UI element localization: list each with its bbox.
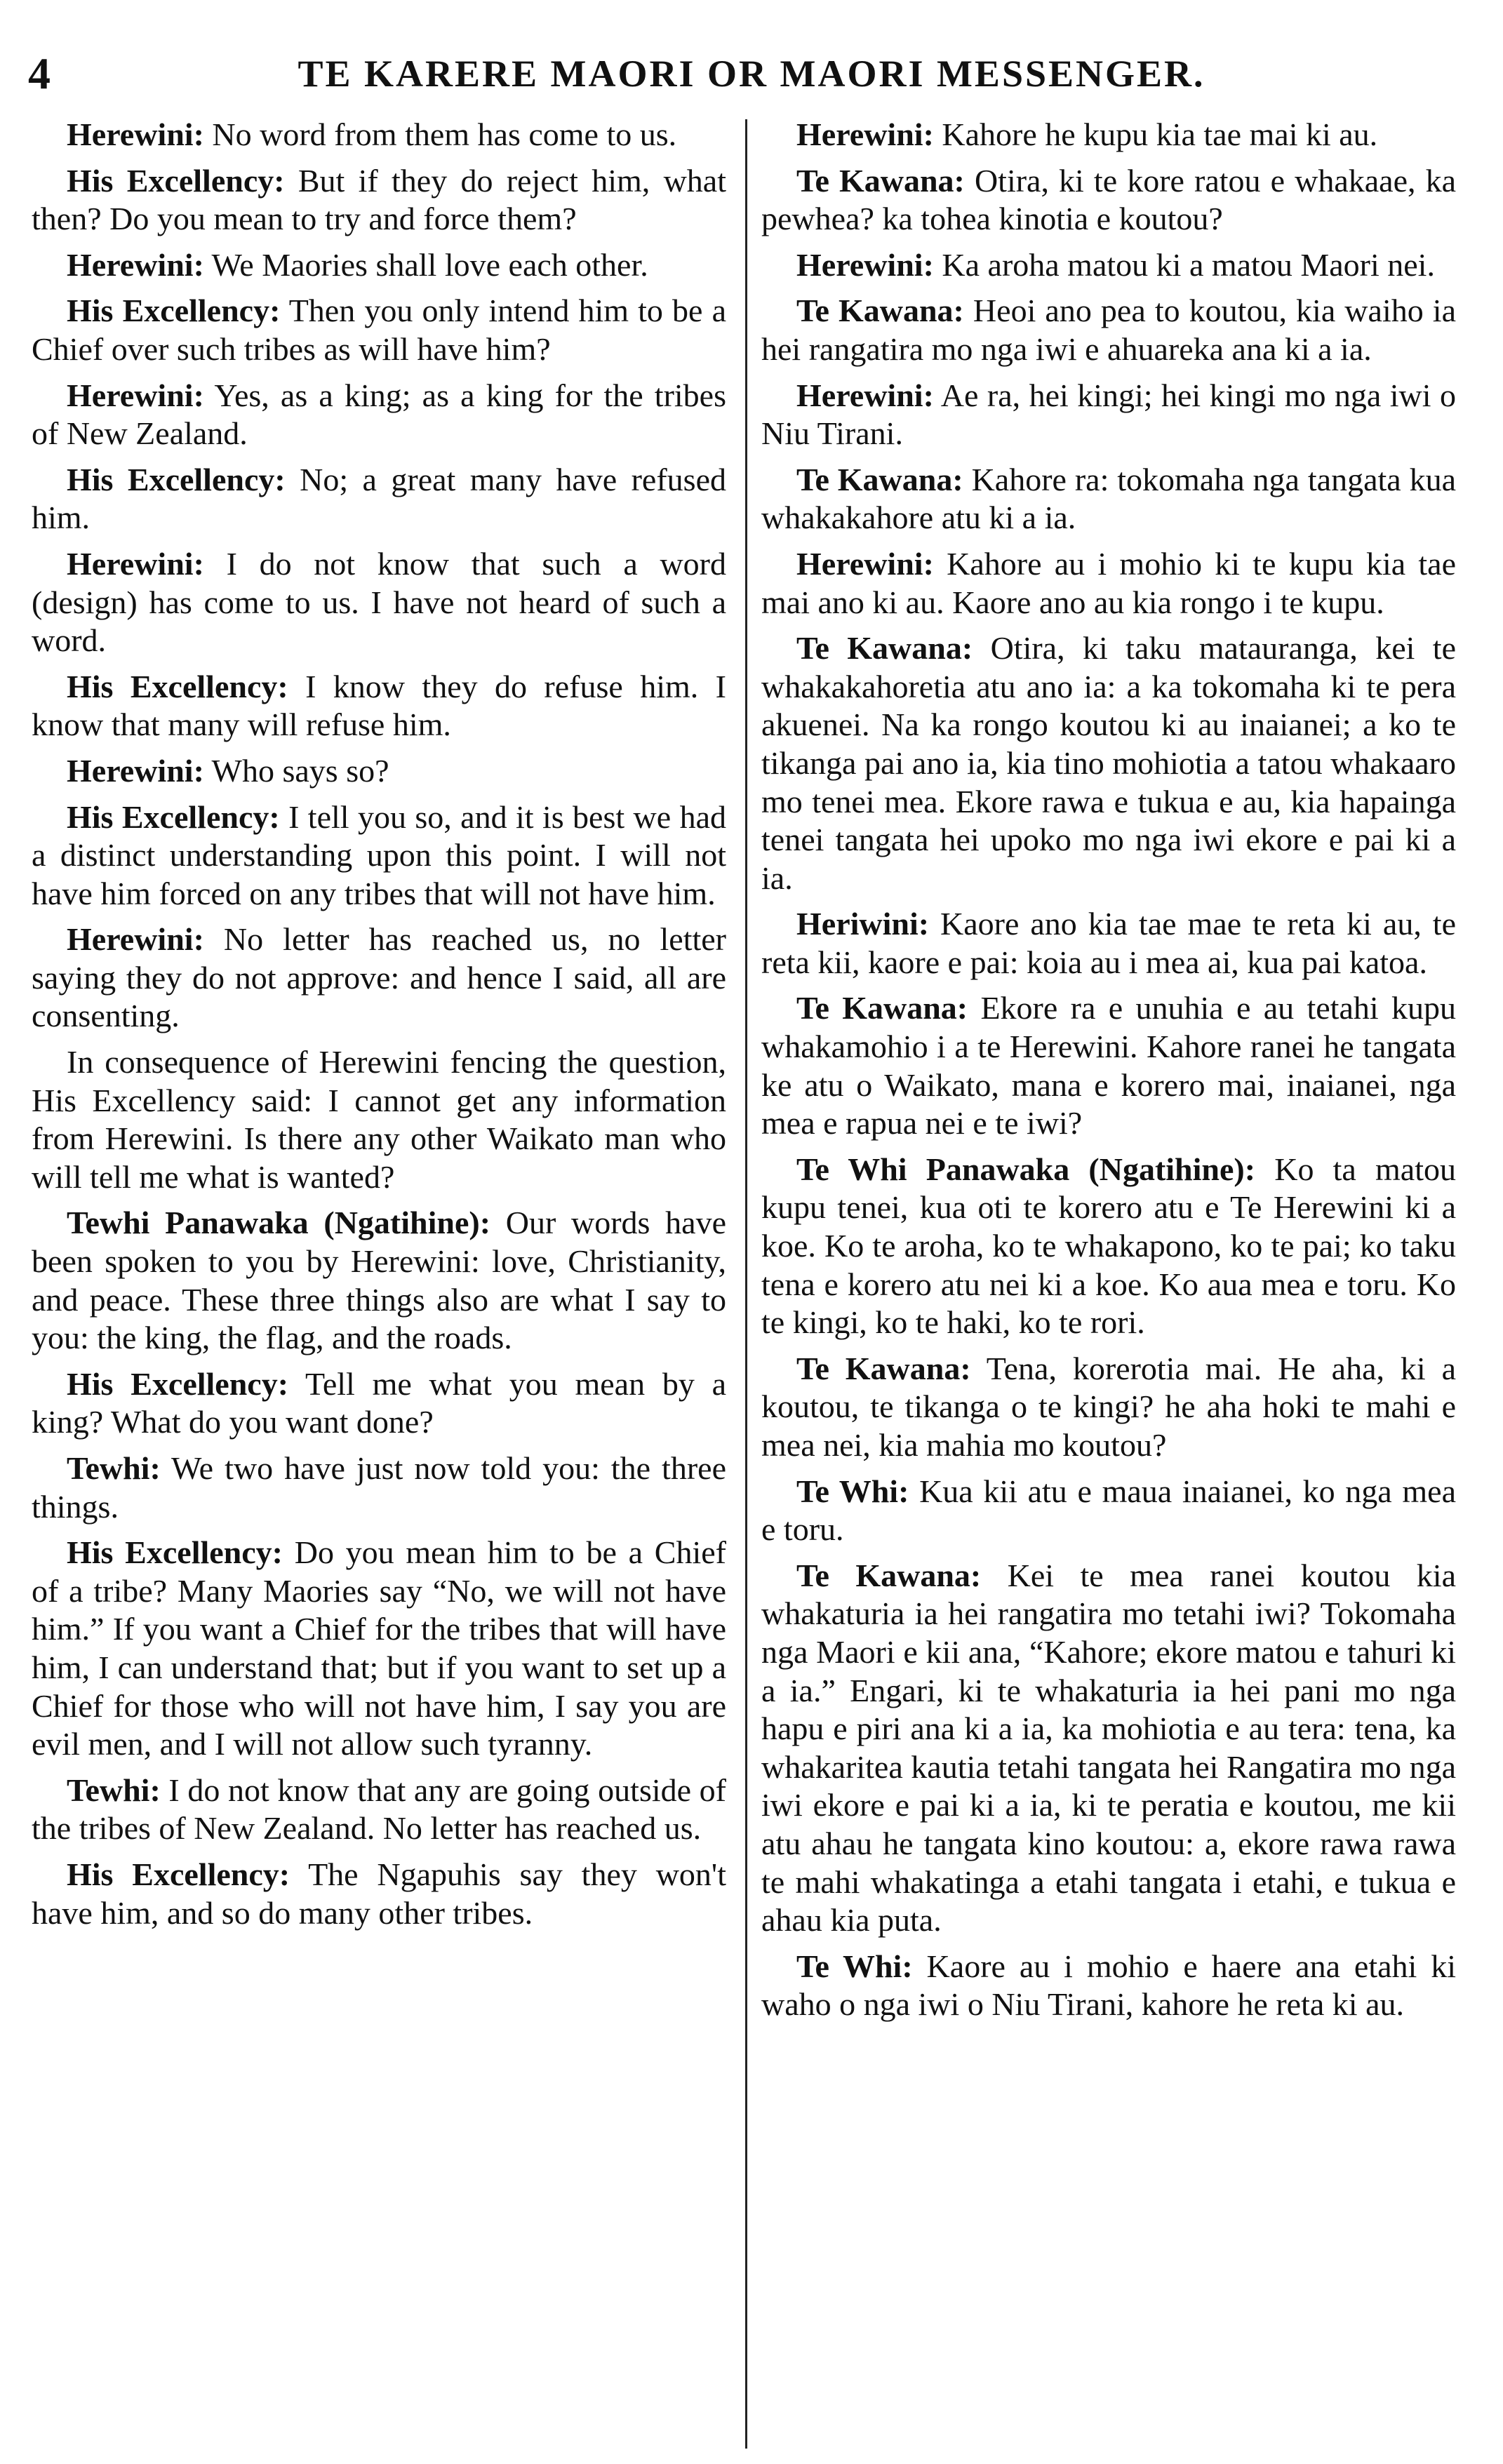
dialogue-text: Ko ta matou kupu tenei, kua oti te korero atu e Te Herewini ki a koe. Ko te aroha, ko te whakapono, ko te pai; ko taku tena e korero atu nei ki a koe. Ko aua mea e toru. Ko te kingi, ko te haki, ko te rori. (761, 1151, 1456, 1341)
dialogue-text: Ka aroha matou ki a matou Maori nei. (933, 246, 1435, 283)
dialogue-paragraph (761, 1350, 1456, 1465)
speaker-name: Herewini: (67, 752, 204, 789)
speaker-name: Tewhi Panawaka (Ngatihine): (67, 1205, 491, 1241)
speaker-name: Herewini: (67, 545, 204, 582)
dialogue-paragraph (32, 752, 726, 791)
column-divider (745, 119, 747, 2449)
dialogue-text: We two have just now told you: the three things. (32, 1450, 726, 1525)
speaker-name: Tewhi: (67, 1772, 161, 1808)
dialogue-text: I do not know that any are going outside of the tribes of New Zealand. No letter has reached us. (32, 1772, 726, 1847)
speaker-name: His Excellency: (67, 798, 280, 835)
dialogue-text: Kua kii atu e maua inaianei, ko nga mea e toru. (761, 1473, 1456, 1548)
dialogue-text: Who says so? (203, 752, 389, 789)
dialogue-text: Then you only intend him to be a Chief over such tribes as will have him? (32, 293, 726, 367)
dialogue-text: Heoi ano pea to koutou, kia waiho ia hei rangatira mo nga iwi e ahuareka ana ki a ia. (761, 293, 1456, 367)
speaker-name: His Excellency: (67, 461, 286, 497)
dialogue-paragraph (761, 162, 1456, 239)
dialogue-text: But if they do reject him, what then? Do you mean to try and force them? (32, 162, 726, 237)
dialogue-paragraph (761, 377, 1456, 453)
dialogue-text: No letter has reached us, no letter saying they do not approve: and hence I said, all are consenting. (32, 921, 726, 1034)
speaker-name: Te Kawana: (796, 293, 964, 329)
speaker-name: Herewini: (67, 246, 204, 283)
dialogue-text: Kaore au i mohio e haere ana etahi ki waho o nga iwi o Niu Tirani, kahore he reta ki au. (761, 1948, 1456, 2023)
dialogue-paragraph (32, 246, 726, 285)
speaker-name: Te Kawana: (796, 1350, 971, 1386)
dialogue-paragraph (32, 1365, 726, 1442)
speaker-name: His Excellency: (67, 668, 288, 704)
speaker-name: Herewini: (796, 116, 934, 152)
speaker-name: His Excellency: (67, 1856, 290, 1892)
page-number: 4 (28, 48, 51, 98)
speaker-name: Te Kawana: (796, 162, 965, 199)
dialogue-paragraph (32, 461, 726, 537)
dialogue-text: Kahore ra: tokomaha nga tangata kua whakakahore atu ki a ia. (761, 461, 1456, 536)
speaker-name: Te Kawana: (796, 461, 963, 497)
dialogue-paragraph (32, 545, 726, 660)
dialogue-paragraph (32, 162, 726, 239)
dialogue-paragraph (761, 545, 1456, 622)
dialogue-paragraph (32, 1534, 726, 1764)
dialogue-paragraph (761, 246, 1456, 285)
speaker-name: Herewini: (796, 377, 934, 413)
dialogue-text: I know they do refuse him. I know that many will refuse him. (32, 668, 726, 743)
english-column (32, 116, 726, 1940)
dialogue-text: Kahore au i mohio ki te kupu kia tae mai ano ki au. Kaore ano au kia rongo i te kupu. (761, 545, 1456, 620)
dialogue-paragraph (761, 461, 1456, 537)
speaker-name: Tewhi: (67, 1450, 161, 1486)
dialogue-text: Otira, ki te kore ratou e whakaae, ka pewhea? ka tohea kinotia e koutou? (761, 162, 1457, 237)
dialogue-text: We Maories shall love each other. (203, 246, 648, 283)
dialogue-text: Yes, as a king; as a king for the tribes of New Zealand. (32, 377, 726, 452)
dialogue-paragraph (761, 905, 1456, 982)
speaker-name: Te Kawana: (796, 630, 973, 667)
speaker-name: Herewini: (796, 246, 934, 283)
maori-column (761, 116, 1456, 2032)
dialogue-text: The Ngapuhis say they won't have him, and so do many other tribes. (32, 1856, 726, 1931)
dialogue-text: Do you mean him to be a Chief of a tribe? Many Maories say “No, we will not have him.” If you want a Chief for the tribes that will have him, I can understand that; but if you want to set up a Chief for those who will not have him, I say you are evil men, and I will not allow such tyranny. (32, 1534, 726, 1762)
dialogue-paragraph (32, 377, 726, 453)
dialogue-text: No; a great many have refused him. (32, 461, 726, 536)
dialogue-text: Ekore ra e unuhia e au tetahi kupu whakamohio i a te Herewini. Kahore ranei he tangata ke atu o Waikato, mana e korero mai, inaianei, nga mea e rapua nei e te iwi? (761, 990, 1456, 1141)
dialogue-text: Ae ra, hei kingi; hei kingi mo nga iwi o Niu Tirani. (761, 377, 1456, 452)
dialogue-text: I tell you so, and it is best we had a distinct understanding upon this point. I will not have him forced on any tribes that will not have him. (32, 798, 726, 911)
speaker-name: Te Kawana: (796, 990, 968, 1026)
dialogue-paragraph (761, 1473, 1456, 1549)
dialogue-text: Our words have been spoken to you by Herewini: love, Christianity, and peace. These three things also are what I say to you: the king, the flag, and the roads. (32, 1205, 726, 1356)
speaker-name: Te Whi: (796, 1948, 913, 1984)
dialogue-paragraph (32, 798, 726, 913)
dialogue-text: Otira, ki taku matauranga, kei te whakakahoretia atu ano ia: a ka tokomaha ki te pera akuenei. Na ka rongo koutou ki au inaianei; a ko te tikanga pai ano ia, kia tino mohiotia a tatou whakaaro mo tenei mea. Ekore rawa e tukua e au, kia hapainga tenei tangata hei upoko mo nga iwi ekore e pai ki a ia. (761, 630, 1457, 896)
speaker-name: Te Whi Panawaka (Ngatihine): (796, 1151, 1256, 1187)
dialogue-text: Tell me what you mean by a king? What do you want done? (32, 1365, 726, 1440)
dialogue-paragraph (32, 1204, 726, 1357)
dialogue-paragraph (761, 292, 1456, 368)
dialogue-paragraph (761, 629, 1456, 897)
dialogue-paragraph (32, 292, 726, 368)
dialogue-paragraph (32, 1449, 726, 1526)
speaker-name: Herewini: (67, 116, 204, 152)
dialogue-paragraph (32, 1043, 726, 1196)
dialogue-text: Kaore ano kia tae mae te reta ki au, te reta kii, kaore e pai: koia au i mea ai, kua pai katoa. (761, 906, 1456, 980)
speaker-name: His Excellency: (67, 1534, 283, 1571)
dialogue-paragraph (761, 1557, 1456, 1940)
dialogue-text: No word from them has come to us. (203, 116, 677, 152)
dialogue-text: In consequence of Herewini fencing the question, His Excellency said: I cannot get any information from Herewini. Is there any other Waikato man who will tell me what is wanted? (32, 1044, 726, 1195)
speaker-name: Herewini: (67, 377, 204, 413)
dialogue-paragraph (32, 1856, 726, 1932)
dialogue-paragraph (761, 1948, 1456, 2024)
dialogue-text: Tena, korerotia mai. He aha, ki a koutou, te tikanga o te kingi? he aha hoki te mahi e mea nei, kia mahia mo koutou? (761, 1350, 1456, 1463)
dialogue-text: Kahore he kupu kia tae mai ki au. (933, 116, 1378, 152)
speaker-name: His Excellency: (67, 293, 281, 329)
dialogue-text: Kei te mea ranei koutou kia whakaturia ia hei rangatira mo tetahi iwi? Tokomaha nga Maori e kii ana, “Kahore; ekore matou e tahuri ki a ia.” Engari, ki te whakaturia ia hei pani mo nga hapu e piri ana ki a ia, ka mohiotia e au tera: tena, ka whakaritea kautia tetahi tangata hei Rangatira mo nga iwi ekore e pai ki a ia, ki te peratia e koutou, me kii atu ahau he tangata kino koutou: a, ekore rawa rawa te mahi whakatinga a etahi tangata i etahi, e tukua e ahau kia puta. (761, 1557, 1456, 1939)
page-header (28, 42, 1475, 105)
running-title: TE KARERE MAORI OR MAORI MESSENGER. (298, 53, 1205, 95)
speaker-name: His Excellency: (67, 1365, 289, 1402)
speaker-name: His Excellency: (67, 162, 285, 199)
speaker-name: Herewini: (796, 545, 934, 582)
dialogue-paragraph (761, 1151, 1456, 1342)
speaker-name: Heriwini: (796, 906, 930, 942)
dialogue-paragraph (32, 1772, 726, 1848)
dialogue-paragraph (761, 116, 1456, 154)
dialogue-paragraph (32, 668, 726, 744)
dialogue-paragraph (761, 989, 1456, 1142)
dialogue-paragraph (32, 920, 726, 1036)
dialogue-text: I do not know that such a word (design) has come to us. I have not heard of such a word. (32, 545, 726, 659)
speaker-name: Te Kawana: (796, 1557, 982, 1593)
speaker-name: Herewini: (67, 921, 204, 958)
speaker-name: Te Whi: (796, 1473, 909, 1509)
dialogue-paragraph (32, 116, 726, 154)
